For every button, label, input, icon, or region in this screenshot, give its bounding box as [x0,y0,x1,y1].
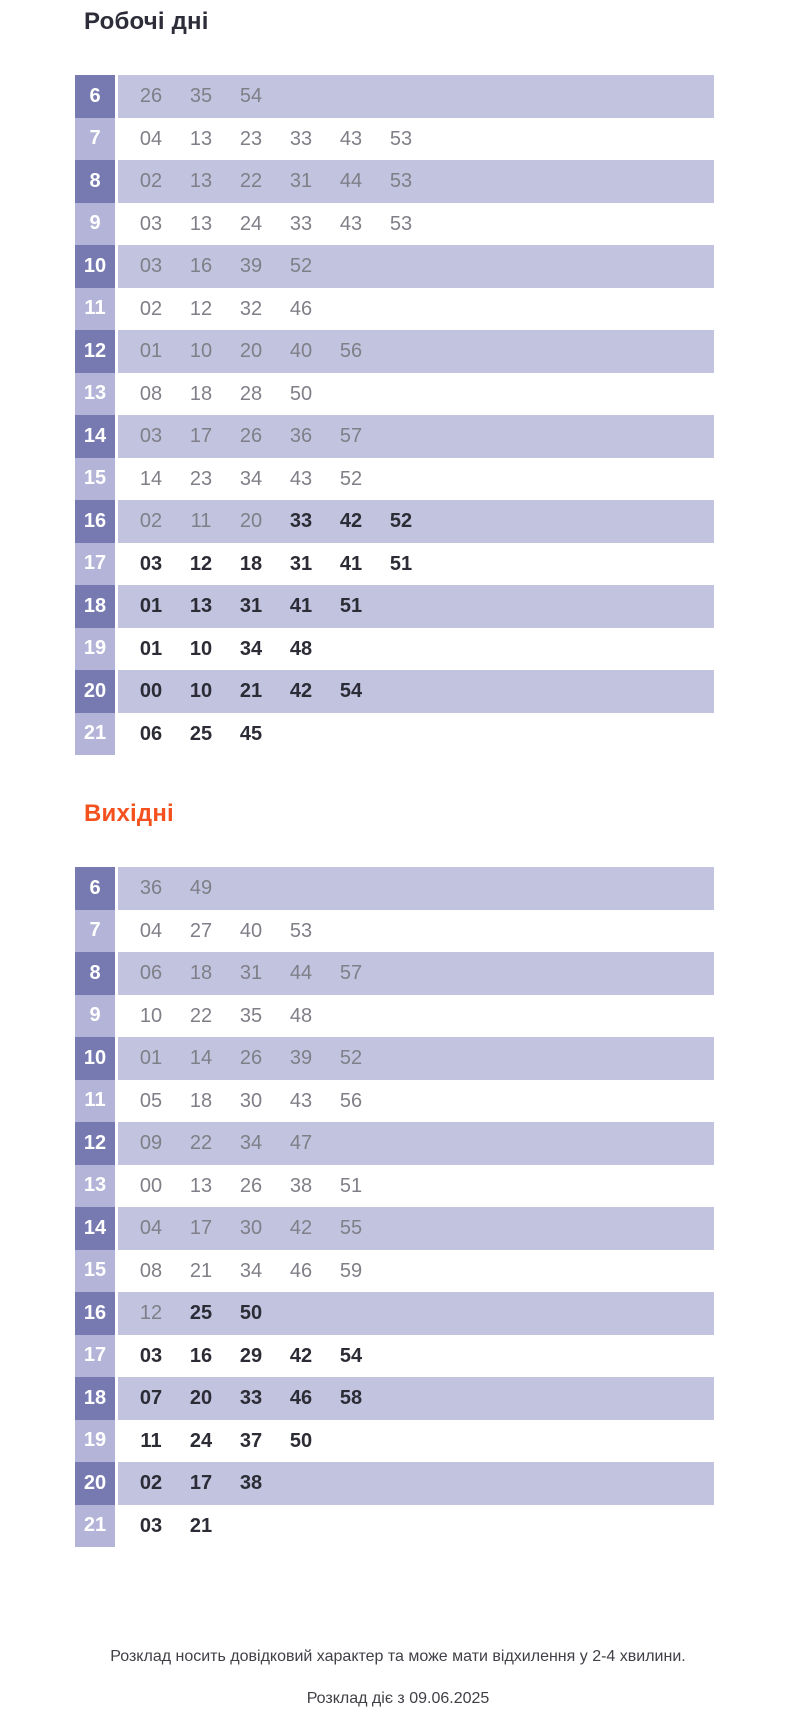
minute-cell: 40 [289,340,313,363]
minute-cell: 28 [239,382,263,405]
minute-cell: 47 [289,1132,313,1155]
minute-cell: 16 [189,1344,213,1367]
minute-cell: 03 [139,1514,163,1537]
timetable-row [75,288,714,331]
hour-cell: 10 [75,1037,118,1080]
minute-cell: 29 [239,1344,263,1367]
minute-cell: 04 [139,919,163,942]
minute-cell: 39 [289,1047,313,1070]
hour-cell: 20 [75,1462,118,1505]
minute-cell: 26 [239,1047,263,1070]
minutes-row [118,203,714,246]
minute-cell: 03 [139,1344,163,1367]
minute-cell: 48 [289,1004,313,1027]
minutes-row [118,910,714,953]
minute-cell: 18 [189,1089,213,1112]
minutes-row [118,1292,714,1335]
timetable-row [75,1250,714,1293]
minute-cell: 01 [139,340,163,363]
minute-cell: 02 [139,510,163,533]
minute-cell: 11 [140,1429,162,1452]
hour-cell: 6 [75,867,118,910]
minute-cell: 41 [339,552,363,575]
minute-cell: 53 [389,170,413,193]
timetable-row [75,628,714,671]
footer [0,1647,796,1709]
minute-cell: 09 [139,1132,163,1155]
minute-cell: 25 [189,1302,213,1325]
minute-cell: 52 [289,255,313,278]
minute-cell: 50 [289,382,313,405]
minute-cell: 14 [189,1047,213,1070]
hour-cell: 12 [75,330,118,373]
minute-cell: 10 [189,680,213,703]
hour-cell: 19 [75,628,118,671]
minute-cell: 21 [189,1259,213,1282]
hour-cell: 18 [75,1377,118,1420]
timetable-row [75,75,714,118]
minute-cell: 02 [139,170,163,193]
minutes-row [118,500,714,543]
timetable-row [75,500,714,543]
minute-cell: 31 [239,962,263,985]
minutes-row [118,670,714,713]
hour-cell: 21 [75,713,118,756]
timetable-row [75,1165,714,1208]
minute-cell: 36 [289,425,313,448]
timetable-row [75,952,714,995]
hour-cell: 9 [75,995,118,1038]
minute-cell: 06 [139,962,163,985]
timetable-row [75,118,714,161]
minutes-row [118,1462,714,1505]
minute-cell: 43 [289,467,313,490]
minute-cell: 24 [189,1429,213,1452]
minutes-row [118,1037,714,1080]
minute-cell: 46 [289,1259,313,1282]
minutes-row [118,75,714,118]
minute-cell: 31 [289,170,313,193]
minute-cell: 12 [139,1302,163,1325]
minute-cell: 02 [139,1472,163,1495]
minutes-row [118,713,714,756]
hour-cell: 10 [75,245,118,288]
minute-cell: 37 [239,1429,263,1452]
minutes-row [118,1080,714,1123]
minute-cell: 26 [239,1174,263,1197]
minute-cell: 45 [239,722,263,745]
hour-cell: 13 [75,373,118,416]
minute-cell: 18 [189,382,213,405]
disclaimer-text: Розклад носить довідковий характер та може мати відхилення у 2-4 хвилини. [110,1648,686,1665]
minutes-row [118,288,714,331]
minute-cell: 23 [189,467,213,490]
minute-cell: 14 [139,467,163,490]
minute-cell: 35 [189,85,213,108]
minutes-row [118,458,714,501]
minute-cell: 07 [139,1387,163,1410]
hour-cell: 16 [75,500,118,543]
minute-cell: 04 [139,127,163,150]
minute-cell: 52 [339,1047,363,1070]
minutes-row [118,1335,714,1378]
timetable-row [75,1207,714,1250]
hour-cell: 14 [75,1207,118,1250]
minute-cell: 42 [289,1344,313,1367]
minutes-row [118,1165,714,1208]
minute-cell: 42 [339,510,363,533]
minute-cell: 57 [339,425,363,448]
minute-cell: 43 [339,127,363,150]
minute-cell: 34 [239,1259,263,1282]
minute-cell: 03 [139,255,163,278]
section-weekends [0,801,796,1547]
timetable-row [75,1335,714,1378]
minute-cell: 26 [239,425,263,448]
minute-cell: 50 [289,1429,313,1452]
timetable-row [75,1292,714,1335]
minute-cell: 24 [239,212,263,235]
timetable-row [75,995,714,1038]
minute-cell: 16 [189,255,213,278]
minute-cell: 31 [289,552,313,575]
minute-cell: 01 [139,637,163,660]
timetable-row [75,1420,714,1463]
minutes-row [118,330,714,373]
minute-cell: 46 [289,297,313,320]
minutes-row [118,373,714,416]
minute-cell: 40 [239,919,263,942]
minutes-row [118,952,714,995]
minute-cell: 10 [189,340,213,363]
minute-cell: 33 [239,1387,263,1410]
hour-cell: 15 [75,1250,118,1293]
minute-cell: 52 [339,467,363,490]
minute-cell: 33 [289,510,313,533]
minute-cell: 35 [239,1004,263,1027]
hour-cell: 9 [75,203,118,246]
timetable-row [75,1122,714,1165]
timetable-workdays [75,75,714,755]
minutes-row [118,415,714,458]
minutes-row [118,1377,714,1420]
minute-cell: 20 [239,510,263,533]
minute-cell: 51 [339,595,363,618]
minute-cell: 13 [189,1174,213,1197]
minute-cell: 54 [339,1344,363,1367]
hour-cell: 7 [75,910,118,953]
timetable-row [75,585,714,628]
minute-cell: 20 [239,340,263,363]
minute-cell: 53 [389,212,413,235]
timetable-row [75,373,714,416]
hour-cell: 20 [75,670,118,713]
minute-cell: 53 [289,919,313,942]
minute-cell: 11 [190,510,212,533]
minute-cell: 06 [139,722,163,745]
minute-cell: 03 [139,552,163,575]
minute-cell: 01 [139,1047,163,1070]
minute-cell: 13 [189,212,213,235]
minute-cell: 46 [289,1387,313,1410]
minute-cell: 13 [189,127,213,150]
hour-cell: 17 [75,1335,118,1378]
minute-cell: 20 [189,1387,213,1410]
hour-cell: 18 [75,585,118,628]
hour-cell: 6 [75,75,118,118]
hour-cell: 17 [75,543,118,586]
weekends-title: Вихідні [84,800,174,827]
minute-cell: 18 [189,962,213,985]
minute-cell: 51 [339,1174,363,1197]
minutes-row [118,160,714,203]
hour-cell: 11 [75,1080,118,1123]
minute-cell: 43 [289,1089,313,1112]
minute-cell: 13 [189,170,213,193]
hour-cell: 7 [75,118,118,161]
minute-cell: 12 [189,552,213,575]
minute-cell: 00 [139,1174,163,1197]
hour-cell: 12 [75,1122,118,1165]
timetable-row [75,670,714,713]
hour-cell: 14 [75,415,118,458]
timetable-row [75,1037,714,1080]
minute-cell: 05 [139,1089,163,1112]
timetable-row [75,458,714,501]
timetable-row [75,867,714,910]
minute-cell: 44 [289,962,313,985]
minute-cell: 42 [289,1217,313,1240]
minute-cell: 10 [189,637,213,660]
minute-cell: 34 [239,637,263,660]
minute-cell: 08 [139,1259,163,1282]
minute-cell: 56 [339,1089,363,1112]
minute-cell: 41 [289,595,313,618]
minute-cell: 03 [139,212,163,235]
minute-cell: 50 [239,1302,263,1325]
minute-cell: 33 [289,212,313,235]
minute-cell: 43 [339,212,363,235]
minutes-row [118,628,714,671]
minutes-row [118,245,714,288]
workdays-title: Робочі дні [84,8,209,35]
minutes-row [118,1207,714,1250]
minute-cell: 36 [139,877,163,900]
minute-cell: 44 [339,170,363,193]
minute-cell: 53 [389,127,413,150]
hour-cell: 13 [75,1165,118,1208]
minute-cell: 42 [289,680,313,703]
minute-cell: 33 [289,127,313,150]
minute-cell: 30 [239,1217,263,1240]
minute-cell: 48 [289,637,313,660]
hour-cell: 19 [75,1420,118,1463]
minutes-row [118,1505,714,1548]
minute-cell: 38 [239,1472,263,1495]
section-workdays [0,9,796,755]
minute-cell: 58 [339,1387,363,1410]
hour-cell: 16 [75,1292,118,1335]
timetable-row [75,1462,714,1505]
minute-cell: 25 [189,722,213,745]
minute-cell: 13 [189,595,213,618]
timetable-weekends [75,867,714,1547]
minute-cell: 10 [139,1004,163,1027]
minute-cell: 49 [189,877,213,900]
minute-cell: 22 [189,1004,213,1027]
minute-cell: 22 [239,170,263,193]
minute-cell: 34 [239,467,263,490]
minutes-row [118,543,714,586]
timetable-row [75,160,714,203]
timetable-row [75,330,714,373]
minute-cell: 26 [139,85,163,108]
minute-cell: 21 [189,1514,213,1537]
minute-cell: 03 [139,425,163,448]
minute-cell: 34 [239,1132,263,1155]
minute-cell: 08 [139,382,163,405]
minutes-row [118,867,714,910]
minute-cell: 59 [339,1259,363,1282]
minute-cell: 32 [239,297,263,320]
minute-cell: 04 [139,1217,163,1240]
minute-cell: 51 [389,552,413,575]
minute-cell: 54 [339,680,363,703]
minute-cell: 38 [289,1174,313,1197]
valid-from-text: Розклад діє з 09.06.2025 [306,1690,490,1707]
minutes-row [118,1250,714,1293]
minutes-row [118,118,714,161]
minute-cell: 18 [239,552,263,575]
minute-cell: 23 [239,127,263,150]
minute-cell: 30 [239,1089,263,1112]
minute-cell: 31 [239,595,263,618]
timetable-row [75,910,714,953]
timetable-row [75,245,714,288]
timetable-row [75,203,714,246]
minutes-row [118,1122,714,1165]
minutes-row [118,1420,714,1463]
minute-cell: 22 [189,1132,213,1155]
minute-cell: 21 [239,680,263,703]
hour-cell: 8 [75,952,118,995]
timetable-row [75,543,714,586]
hour-cell: 21 [75,1505,118,1548]
timetable-row [75,713,714,756]
minute-cell: 00 [139,680,163,703]
minute-cell: 17 [189,1472,213,1495]
timetable-row [75,415,714,458]
minute-cell: 01 [139,595,163,618]
hour-cell: 15 [75,458,118,501]
minute-cell: 55 [339,1217,363,1240]
timetable-row [75,1377,714,1420]
hour-cell: 11 [75,288,118,331]
timetable-row [75,1080,714,1123]
minute-cell: 12 [189,297,213,320]
minute-cell: 02 [139,297,163,320]
timetable-row [75,1505,714,1548]
minute-cell: 17 [189,1217,213,1240]
minute-cell: 17 [189,425,213,448]
minute-cell: 39 [239,255,263,278]
minutes-row [118,585,714,628]
minute-cell: 56 [339,340,363,363]
minutes-row [118,995,714,1038]
minute-cell: 57 [339,962,363,985]
minute-cell: 27 [189,919,213,942]
hour-cell: 8 [75,160,118,203]
minute-cell: 52 [389,510,413,533]
minute-cell: 54 [239,85,263,108]
